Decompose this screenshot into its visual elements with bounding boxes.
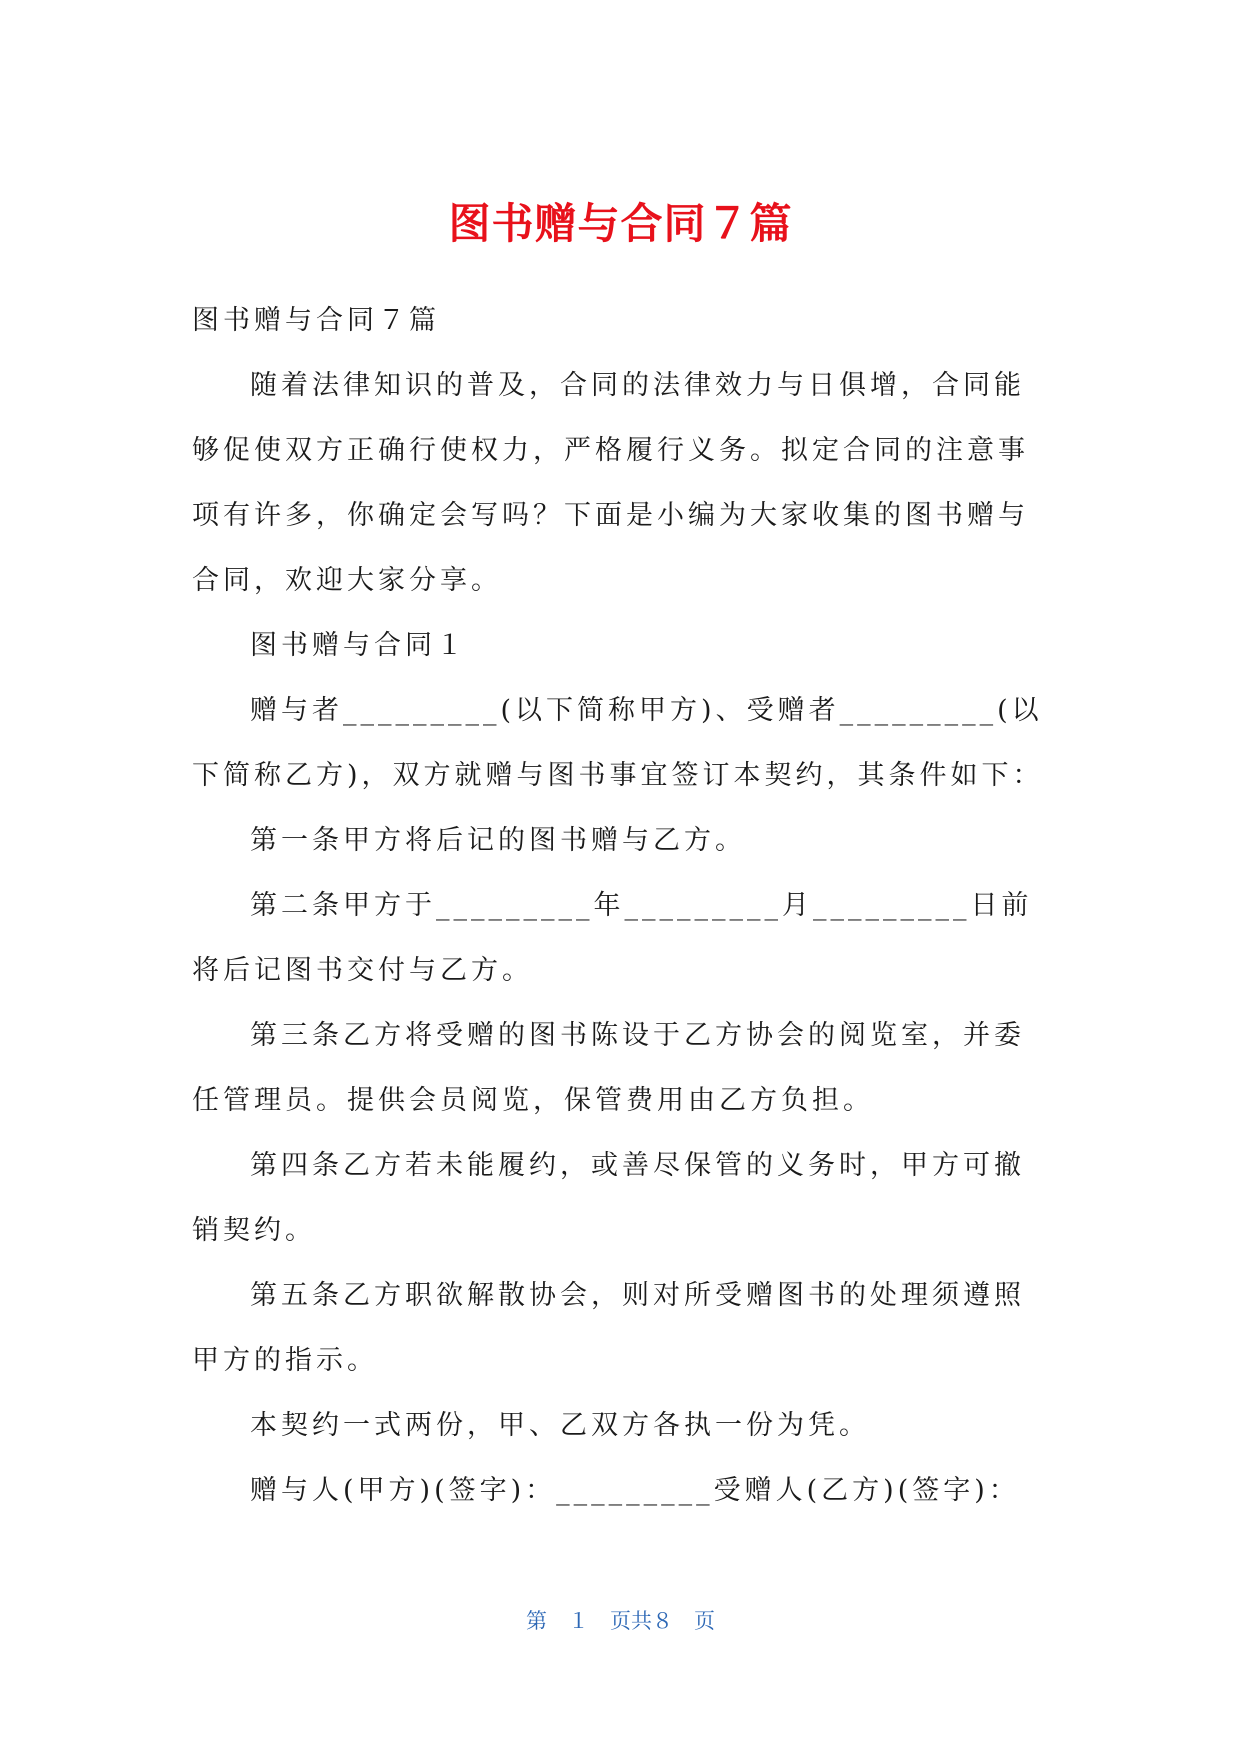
article-1: 第一条甲方将后记的图书赠与乙方。 [250, 825, 746, 856]
contract-heading: 图书赠与合同１ [250, 630, 467, 661]
intro-paragraph: 随着法律知识的普及，合同的法律效力与日俱增，合同能够促使双方正确行使权力，严格履行义务。拟定合同的注意事项有许多，你确定会写吗？下面是小编为大家收集的图书赠与合同，欢迎大家分享。 [192, 370, 1029, 596]
article-3: 第三条乙方将受赠的图书陈设于乙方协会的阅览室，并委任管理员。提供会员阅览，保管费用由乙方负担。 [192, 1020, 1025, 1116]
article-5: 第五条乙方职欲解散协会，则对所受赠图书的处理须遵照甲方的指示。 [192, 1280, 1025, 1376]
signature-line: 赠与人(甲方)(签字)：_________受赠人(乙方)(签字)： [250, 1475, 1020, 1506]
page-number-footer: 第 １ 页共８ 页 [526, 1609, 715, 1633]
document-title: 图书赠与合同７篇 [448, 199, 793, 248]
document-body [192, 288, 1052, 1523]
document-subtitle: 图书赠与合同７篇 [192, 305, 440, 336]
parties-paragraph: 赠与者_________(以下简称甲方)、受赠者_________(以下简称乙方)，双方就赠与图书事宜签订本契约，其条件如下： [192, 695, 1044, 791]
copies-clause: 本契约一式两份，甲、乙双方各执一份为凭。 [250, 1410, 870, 1441]
article-4: 第四条乙方若未能履约，或善尽保管的义务时，甲方可撤销契约。 [192, 1150, 1025, 1246]
article-2: 第二条甲方于_________年_________月_________日前将后记图书交付与乙方。 [192, 890, 1033, 986]
